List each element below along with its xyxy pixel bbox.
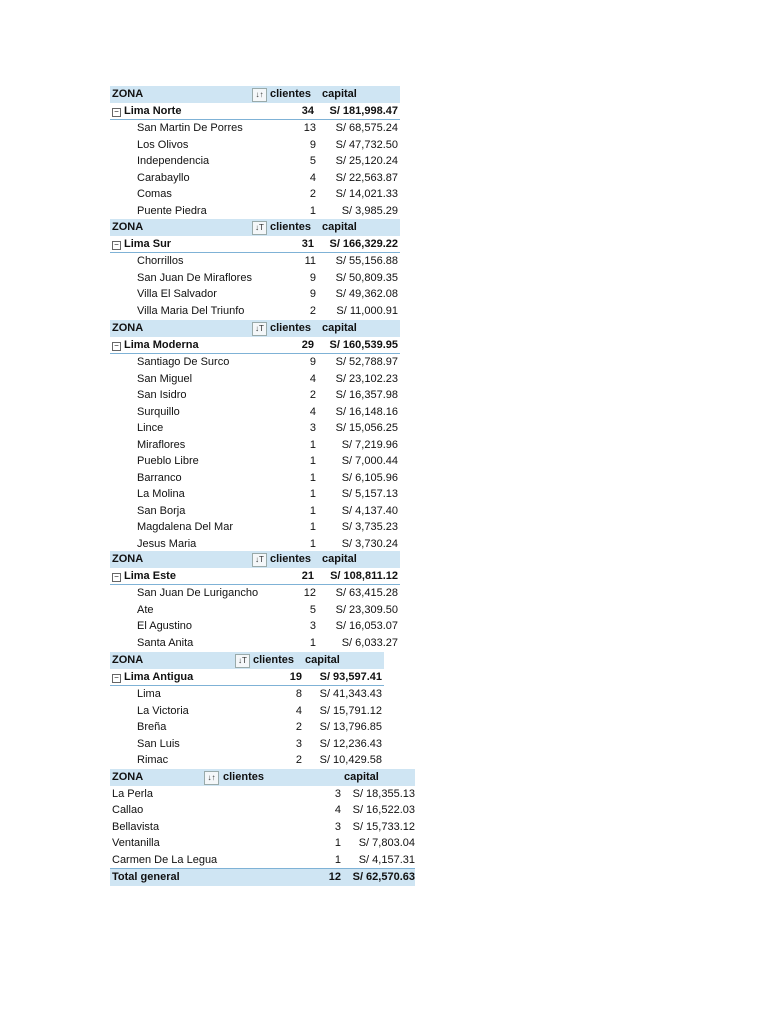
- table-row[interactable]: [110, 736, 384, 753]
- table-row[interactable]: [110, 719, 384, 736]
- district-name: Ate: [137, 603, 154, 616]
- district-capital: S/ 16,357.98: [335, 389, 398, 401]
- clientes-header: clientes: [270, 221, 311, 233]
- district-name: Lima: [137, 688, 161, 700]
- district-clientes: 2: [309, 188, 316, 200]
- district-clientes: 9: [309, 288, 316, 300]
- table-row[interactable]: [110, 270, 400, 287]
- district-capital: S/ 13,796.85: [319, 721, 382, 733]
- district-capital: S/ 49,362.08: [335, 288, 398, 300]
- table-row[interactable]: [110, 303, 400, 320]
- district-clientes: 2: [295, 721, 302, 733]
- district-name: Surquillo: [137, 405, 180, 418]
- district-name: Carmen De La Legua: [112, 853, 218, 866]
- district-capital: S/ 5,157.13: [341, 488, 398, 500]
- district-clientes: 1: [309, 504, 316, 517]
- district-clientes: 4: [309, 171, 316, 184]
- group-capital: S/ 181,998.47: [329, 104, 398, 117]
- district-capital: S/ 4,157.31: [358, 853, 415, 866]
- district-name: San Luis: [137, 737, 180, 750]
- zona-header: ZONA: [112, 88, 144, 100]
- district-clientes: 3: [334, 820, 341, 833]
- district-clientes: 5: [309, 603, 316, 616]
- district-capital: S/ 68,575.24: [335, 122, 398, 134]
- group-capital: S/ 108,811.12: [330, 569, 398, 582]
- district-capital: S/ 3,730.24: [341, 537, 398, 550]
- collapse-icon[interactable]: −: [112, 342, 121, 351]
- district-name: Comas: [137, 188, 172, 200]
- district-capital: S/ 15,791.12: [319, 704, 382, 717]
- district-name: Carabayllo: [137, 171, 190, 184]
- district-capital: S/ 25,120.24: [335, 155, 398, 167]
- district-capital: S/ 63,415.28: [335, 587, 398, 599]
- district-capital: S/ 11,000.91: [336, 304, 398, 317]
- filter-button[interactable]: ↓↑: [252, 88, 267, 102]
- district-clientes: 3: [309, 620, 316, 632]
- table-row[interactable]: [110, 153, 400, 170]
- table-row[interactable]: [110, 203, 400, 220]
- pivot-header: [110, 219, 400, 236]
- group-name: Lima Norte: [124, 104, 182, 117]
- district-clientes: 4: [334, 804, 341, 816]
- district-name: Independencia: [137, 155, 210, 167]
- district-clientes: 1: [309, 636, 316, 649]
- district-capital: S/ 15,056.25: [335, 422, 398, 434]
- district-capital: S/ 15,733.12: [352, 820, 415, 833]
- district-clientes: 4: [295, 704, 302, 717]
- district-capital: S/ 7,219.96: [341, 438, 398, 451]
- clientes-header: clientes: [270, 88, 311, 100]
- district-clientes: 2: [309, 304, 316, 317]
- district-clientes: 8: [295, 688, 302, 700]
- pivot-header: [110, 652, 384, 669]
- table-row[interactable]: [110, 852, 415, 869]
- group-name: Lima Sur: [124, 237, 172, 250]
- pivot-table-callao: [110, 769, 415, 886]
- table-row[interactable]: [110, 618, 400, 635]
- group-name: Lima Antigua: [124, 670, 194, 683]
- capital-header: capital: [322, 553, 357, 565]
- district-name: Miraflores: [137, 438, 186, 451]
- table-row[interactable]: [110, 802, 415, 819]
- capital-header: capital: [344, 771, 379, 783]
- district-name: El Agustino: [137, 620, 193, 632]
- district-clientes: 1: [309, 488, 316, 500]
- total-capital: S/ 62,570.63: [352, 871, 415, 883]
- district-name: Villa El Salvador: [137, 288, 217, 300]
- capital-header: capital: [322, 88, 357, 100]
- pivot-table-lima-moderna: [110, 320, 400, 552]
- filter-button[interactable]: ↓T: [252, 221, 267, 235]
- zona-header: ZONA: [112, 221, 144, 233]
- pivot-header: [110, 320, 400, 337]
- district-capital: S/ 7,000.44: [341, 455, 398, 467]
- district-name: San Isidro: [137, 389, 187, 401]
- table-row[interactable]: [110, 437, 400, 454]
- district-clientes: 1: [334, 853, 341, 866]
- group-clientes: 21: [301, 569, 314, 582]
- table-row[interactable]: [110, 186, 400, 203]
- district-clientes: 9: [309, 356, 316, 368]
- group-clientes: 29: [301, 338, 314, 351]
- district-clientes: 2: [295, 754, 302, 766]
- table-row[interactable]: [110, 486, 400, 503]
- group-row[interactable]: [110, 669, 384, 687]
- group-row[interactable]: [110, 337, 400, 355]
- district-capital: S/ 7,803.04: [358, 837, 415, 849]
- district-clientes: 4: [309, 372, 316, 385]
- group-name: Lima Moderna: [124, 338, 199, 351]
- filter-button[interactable]: ↓T: [252, 553, 267, 567]
- district-name: Pueblo Libre: [137, 455, 199, 467]
- total-clientes: 12: [328, 871, 341, 883]
- table-row[interactable]: [110, 453, 400, 470]
- group-row[interactable]: [110, 568, 400, 586]
- district-name: Villa Maria Del Triunfo: [137, 304, 245, 317]
- district-clientes: 1: [309, 537, 316, 550]
- pivot-table-lima-sur: [110, 219, 400, 319]
- district-clientes: 1: [309, 204, 316, 217]
- collapse-icon[interactable]: −: [112, 108, 121, 117]
- district-name: Rimac: [137, 754, 169, 766]
- table-row[interactable]: [110, 602, 400, 619]
- district-clientes: 1: [309, 471, 316, 484]
- total-label: Total general: [112, 871, 180, 883]
- district-capital: S/ 23,102.23: [335, 372, 398, 385]
- district-name: San Martin De Porres: [137, 122, 243, 134]
- table-row[interactable]: [110, 686, 384, 703]
- district-clientes: 4: [309, 405, 316, 418]
- district-name: Chorrillos: [137, 255, 184, 267]
- district-name: Los Olivos: [137, 138, 189, 151]
- district-clientes: 3: [295, 737, 302, 750]
- district-clientes: 5: [309, 155, 316, 167]
- table-row[interactable]: [110, 786, 415, 803]
- group-capital: S/ 160,539.95: [329, 338, 398, 351]
- district-capital: S/ 23,309.50: [335, 603, 398, 616]
- group-row[interactable]: [110, 103, 400, 121]
- pivot-table-lima-este: [110, 551, 400, 651]
- district-capital: S/ 14,021.33: [335, 188, 398, 200]
- collapse-icon[interactable]: −: [112, 241, 121, 250]
- district-capital: S/ 47,732.50: [335, 138, 398, 151]
- district-clientes: 3: [309, 422, 316, 434]
- table-row[interactable]: [110, 137, 400, 154]
- pivot-table-lima-antigua: [110, 652, 384, 769]
- table-row[interactable]: [110, 703, 384, 720]
- zona-header: ZONA: [112, 654, 144, 666]
- table-row[interactable]: [110, 420, 400, 437]
- table-row[interactable]: [110, 635, 400, 652]
- group-capital: S/ 166,329.22: [329, 237, 398, 250]
- clientes-header: clientes: [270, 322, 311, 334]
- pivot-header: [110, 769, 415, 786]
- district-name: Bellavista: [112, 820, 160, 833]
- total-row[interactable]: [110, 868, 415, 886]
- zona-header: ZONA: [112, 553, 144, 565]
- district-capital: S/ 3,735.23: [341, 521, 398, 533]
- capital-header: capital: [322, 221, 357, 233]
- group-name: Lima Este: [124, 569, 176, 582]
- district-capital: S/ 41,343.43: [319, 688, 382, 700]
- clientes-header: clientes: [253, 654, 294, 666]
- district-name: Ventanilla: [112, 837, 160, 849]
- table-row[interactable]: [110, 752, 384, 769]
- district-clientes: 3: [334, 787, 341, 800]
- group-clientes: 34: [301, 104, 314, 117]
- table-row[interactable]: [110, 354, 400, 371]
- district-name: San Juan De Lurigancho: [137, 587, 259, 599]
- district-capital: S/ 55,156.88: [335, 255, 398, 267]
- district-capital: S/ 22,563.87: [335, 171, 398, 184]
- district-capital: S/ 4,137.40: [341, 504, 398, 517]
- table-row[interactable]: [110, 404, 400, 421]
- district-name: San Borja: [137, 504, 186, 517]
- table-row[interactable]: [110, 585, 400, 602]
- district-name: Santa Anita: [137, 636, 194, 649]
- district-name: Magdalena Del Mar: [137, 521, 233, 533]
- district-capital: S/ 52,788.97: [335, 356, 398, 368]
- district-clientes: 1: [334, 837, 341, 849]
- district-capital: S/ 6,033.27: [341, 636, 398, 649]
- filter-button[interactable]: ↓↑: [204, 771, 219, 785]
- district-clientes: 11: [304, 255, 316, 267]
- district-clientes: 2: [309, 389, 316, 401]
- district-name: San Miguel: [137, 372, 193, 385]
- district-capital: S/ 10,429.58: [319, 754, 382, 766]
- district-capital: S/ 12,236.43: [319, 737, 382, 750]
- district-capital: S/ 50,809.35: [335, 271, 398, 284]
- district-name: Breña: [137, 721, 167, 733]
- table-row[interactable]: [110, 819, 415, 836]
- pivot-table-lima-norte: [110, 86, 400, 219]
- clientes-header: clientes: [223, 771, 264, 783]
- clientes-header: clientes: [270, 553, 311, 565]
- district-clientes: 1: [309, 438, 316, 451]
- capital-header: capital: [322, 322, 357, 334]
- district-name: Lince: [137, 422, 164, 434]
- district-capital: S/ 16,148.16: [335, 405, 398, 418]
- filter-button[interactable]: ↓T: [235, 654, 250, 668]
- district-name: Santiago De Surco: [137, 356, 230, 368]
- table-row[interactable]: [110, 519, 400, 536]
- district-clientes: 12: [303, 587, 316, 599]
- district-name: San Juan De Miraflores: [137, 271, 252, 284]
- district-name: Barranco: [137, 471, 182, 484]
- group-clientes: 31: [301, 237, 314, 250]
- table-row[interactable]: [110, 536, 400, 553]
- district-capital: S/ 3,985.29: [341, 204, 398, 217]
- pivot-header: [110, 86, 400, 103]
- district-capital: S/ 16,522.03: [352, 804, 415, 816]
- zona-header: ZONA: [112, 322, 144, 334]
- district-capital: S/ 18,355.13: [352, 787, 415, 800]
- district-clientes: 13: [303, 122, 316, 134]
- table-row[interactable]: [110, 170, 400, 187]
- table-row[interactable]: [110, 470, 400, 487]
- district-name: Callao: [112, 804, 144, 816]
- district-name: La Perla: [112, 787, 153, 800]
- pivot-header: [110, 551, 400, 568]
- zona-header: ZONA: [112, 771, 144, 783]
- table-row[interactable]: [110, 286, 400, 303]
- district-name: Jesus Maria: [137, 537, 197, 550]
- table-row[interactable]: [110, 835, 415, 852]
- group-capital: S/ 93,597.41: [319, 670, 382, 683]
- district-clientes: 9: [309, 138, 316, 151]
- table-row[interactable]: [110, 387, 400, 404]
- table-row[interactable]: [110, 120, 400, 137]
- collapse-icon[interactable]: −: [112, 674, 121, 683]
- district-clientes: 1: [309, 455, 316, 467]
- district-capital: S/ 16,053.07: [335, 620, 398, 632]
- table-row[interactable]: [110, 371, 400, 388]
- group-row[interactable]: [110, 236, 400, 254]
- filter-button[interactable]: ↓T: [252, 322, 267, 336]
- district-capital: S/ 6,105.96: [341, 471, 398, 484]
- district-clientes: 1: [309, 521, 316, 533]
- capital-header: capital: [305, 654, 340, 666]
- table-row[interactable]: [110, 253, 400, 270]
- group-clientes: 19: [289, 670, 302, 683]
- district-name: La Victoria: [137, 704, 189, 717]
- district-name: La Molina: [137, 488, 185, 500]
- district-name: Puente Piedra: [137, 204, 207, 217]
- district-clientes: 9: [309, 271, 316, 284]
- collapse-icon[interactable]: −: [112, 573, 121, 582]
- table-row[interactable]: [110, 503, 400, 520]
